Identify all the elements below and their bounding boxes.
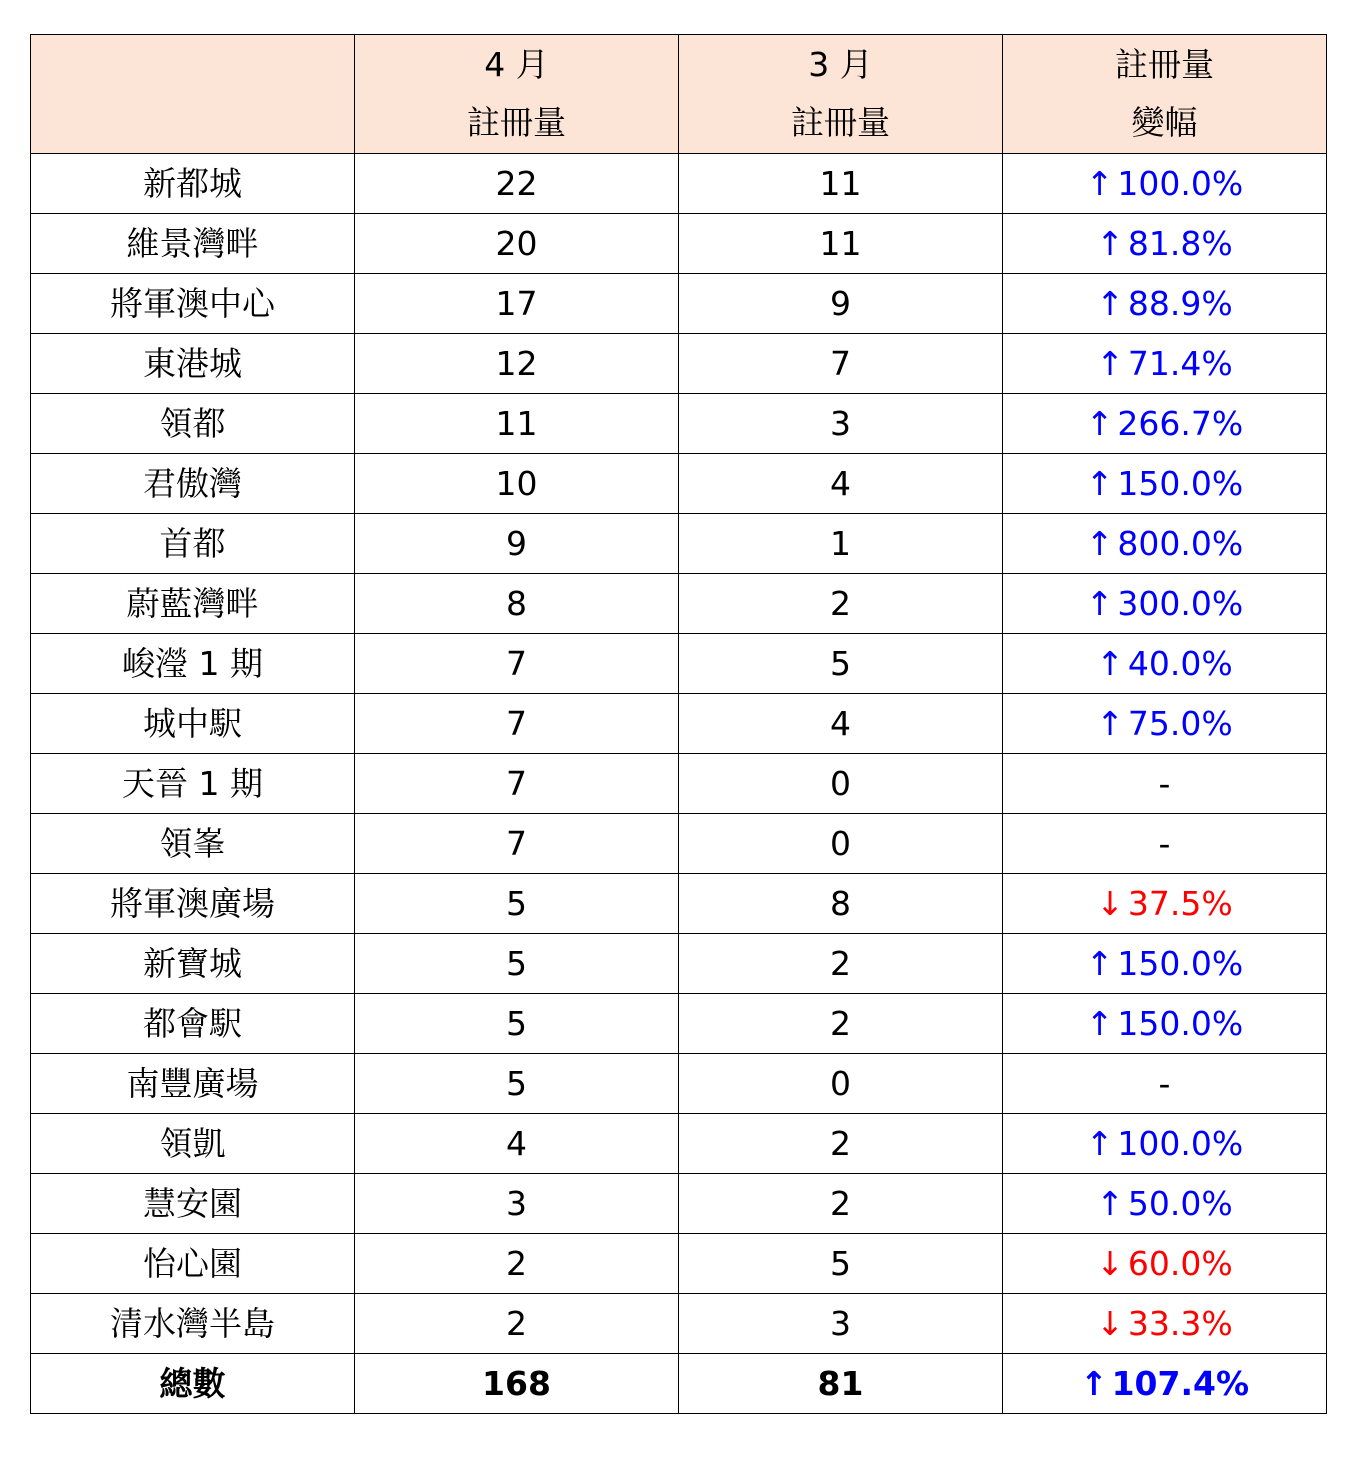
estate-name-cell: 蔚藍灣畔 (31, 574, 355, 634)
march-count-cell: 3 (679, 394, 1003, 454)
change-value: 81.8% (1127, 224, 1233, 263)
april-count-cell: 22 (355, 154, 679, 214)
table-row (31, 694, 1327, 754)
arrow-up-icon: ↑ (1085, 164, 1114, 203)
estate-name-cell: 將軍澳中心 (31, 274, 355, 334)
change-cell (1003, 754, 1327, 814)
table-row (31, 214, 1327, 274)
table-body (31, 154, 1327, 1414)
estate-name-cell: 領凱 (31, 1114, 355, 1174)
header-change-line2: 變幅 (1131, 103, 1198, 142)
change-value: 100.0% (1117, 164, 1244, 203)
march-count-cell: 3 (679, 1294, 1003, 1354)
march-count-cell: 2 (679, 574, 1003, 634)
change-cell (1003, 1354, 1327, 1414)
change-value: 150.0% (1117, 464, 1244, 503)
arrow-up-icon: ↑ (1085, 944, 1114, 983)
change-cell (1003, 214, 1327, 274)
estate-name-cell: 南豐廣場 (31, 1054, 355, 1114)
change-cell (1003, 154, 1327, 214)
table-row (31, 934, 1327, 994)
header-march-month: 3 月 (808, 45, 873, 84)
april-count-cell: 5 (355, 1054, 679, 1114)
arrow-up-icon: ↑ (1096, 1184, 1124, 1223)
table-row (31, 874, 1327, 934)
april-count-cell: 11 (355, 394, 679, 454)
table-row (31, 754, 1327, 814)
april-count-cell: 10 (355, 454, 679, 514)
arrow-up-icon: ↑ (1096, 344, 1124, 383)
april-count-cell: 168 (355, 1354, 679, 1414)
arrow-down-icon: ↓ (1096, 1304, 1124, 1343)
table-row (31, 1174, 1327, 1234)
march-count-cell: 2 (679, 994, 1003, 1054)
estate-name-cell: 怡心園 (31, 1234, 355, 1294)
estate-name-cell: 首都 (31, 514, 355, 574)
change-value: 71.4% (1127, 344, 1233, 383)
change-cell (1003, 634, 1327, 694)
estate-name-cell: 領都 (31, 394, 355, 454)
table-row (31, 1114, 1327, 1174)
estate-name-cell: 將軍澳廣場 (31, 874, 355, 934)
change-value: 100.0% (1117, 1124, 1244, 1163)
registration-table (30, 34, 1327, 1414)
april-count-cell: 8 (355, 574, 679, 634)
table-row (31, 574, 1327, 634)
estate-name-cell: 領峯 (31, 814, 355, 874)
header-row (31, 35, 1327, 154)
april-count-cell: 5 (355, 994, 679, 1054)
table-row (31, 274, 1327, 334)
estate-name-cell: 新寶城 (31, 934, 355, 994)
table-row (31, 634, 1327, 694)
march-count-cell: 1 (679, 514, 1003, 574)
april-count-cell: 2 (355, 1234, 679, 1294)
estate-name-cell: 總數 (31, 1354, 355, 1414)
april-count-cell: 12 (355, 334, 679, 394)
arrow-down-icon: ↓ (1096, 884, 1124, 923)
header-change (1003, 35, 1327, 154)
change-value: - (1158, 824, 1171, 863)
table-row (31, 394, 1327, 454)
arrow-up-icon: ↑ (1085, 1004, 1114, 1043)
march-count-cell: 0 (679, 814, 1003, 874)
march-count-cell: 81 (679, 1354, 1003, 1414)
change-cell (1003, 514, 1327, 574)
arrow-up-icon: ↑ (1079, 1364, 1108, 1403)
change-value: 150.0% (1117, 944, 1244, 983)
change-cell (1003, 274, 1327, 334)
april-count-cell: 20 (355, 214, 679, 274)
change-value: 150.0% (1117, 1004, 1244, 1043)
april-count-cell: 2 (355, 1294, 679, 1354)
table-row (31, 1294, 1327, 1354)
arrow-up-icon: ↑ (1096, 704, 1124, 743)
estate-name-cell: 清水灣半島 (31, 1294, 355, 1354)
april-count-cell: 5 (355, 874, 679, 934)
header-change-line1: 註冊量 (1115, 45, 1214, 84)
arrow-up-icon: ↑ (1096, 224, 1124, 263)
change-cell (1003, 394, 1327, 454)
april-count-cell: 3 (355, 1174, 679, 1234)
march-count-cell: 9 (679, 274, 1003, 334)
arrow-down-icon: ↓ (1096, 1244, 1124, 1283)
april-count-cell: 9 (355, 514, 679, 574)
total-row (31, 1354, 1327, 1414)
change-cell (1003, 1174, 1327, 1234)
change-value: 266.7% (1117, 404, 1244, 443)
change-cell (1003, 574, 1327, 634)
change-cell (1003, 994, 1327, 1054)
header-april-label: 註冊量 (467, 103, 566, 142)
registration-table-container (30, 34, 1327, 1414)
march-count-cell: 8 (679, 874, 1003, 934)
march-count-cell: 4 (679, 454, 1003, 514)
table-header (31, 35, 1327, 154)
change-value: 107.4% (1111, 1364, 1250, 1403)
table-row (31, 514, 1327, 574)
arrow-up-icon: ↑ (1096, 284, 1124, 323)
change-value: 40.0% (1127, 644, 1233, 683)
march-count-cell: 2 (679, 934, 1003, 994)
change-value: 88.9% (1127, 284, 1233, 323)
march-count-cell: 11 (679, 214, 1003, 274)
change-value: 60.0% (1127, 1244, 1233, 1283)
header-april (355, 35, 679, 154)
arrow-up-icon: ↑ (1085, 464, 1114, 503)
march-count-cell: 2 (679, 1174, 1003, 1234)
header-march (679, 35, 1003, 154)
estate-name-cell: 峻瀅 1 期 (31, 634, 355, 694)
april-count-cell: 7 (355, 754, 679, 814)
table-row (31, 154, 1327, 214)
change-value: - (1158, 764, 1171, 803)
change-cell (1003, 454, 1327, 514)
change-value: 800.0% (1117, 524, 1244, 563)
table-row (31, 994, 1327, 1054)
arrow-up-icon: ↑ (1096, 644, 1124, 683)
estate-name-cell: 都會駅 (31, 994, 355, 1054)
estate-name-cell: 慧安園 (31, 1174, 355, 1234)
april-count-cell: 17 (355, 274, 679, 334)
change-cell (1003, 934, 1327, 994)
april-count-cell: 4 (355, 1114, 679, 1174)
change-value: - (1158, 1064, 1171, 1103)
change-cell (1003, 1294, 1327, 1354)
estate-name-cell: 維景灣畔 (31, 214, 355, 274)
arrow-up-icon: ↑ (1085, 1124, 1114, 1163)
arrow-up-icon: ↑ (1085, 404, 1114, 443)
arrow-up-icon: ↑ (1085, 524, 1114, 563)
april-count-cell: 5 (355, 934, 679, 994)
march-count-cell: 2 (679, 1114, 1003, 1174)
header-april-month: 4 月 (484, 45, 549, 84)
estate-name-cell: 城中駅 (31, 694, 355, 754)
estate-name-cell: 新都城 (31, 154, 355, 214)
change-value: 75.0% (1127, 704, 1233, 743)
table-row (31, 1054, 1327, 1114)
table-row (31, 814, 1327, 874)
change-value: 37.5% (1127, 884, 1233, 923)
change-cell (1003, 1054, 1327, 1114)
arrow-up-icon: ↑ (1085, 584, 1114, 623)
table-row (31, 334, 1327, 394)
change-cell (1003, 694, 1327, 754)
march-count-cell: 5 (679, 1234, 1003, 1294)
change-value: 50.0% (1127, 1184, 1233, 1223)
change-value: 33.3% (1127, 1304, 1233, 1343)
change-cell (1003, 334, 1327, 394)
header-march-label: 註冊量 (791, 103, 890, 142)
table-row (31, 1234, 1327, 1294)
march-count-cell: 4 (679, 694, 1003, 754)
change-cell (1003, 814, 1327, 874)
april-count-cell: 7 (355, 694, 679, 754)
estate-name-cell: 天晉 1 期 (31, 754, 355, 814)
march-count-cell: 7 (679, 334, 1003, 394)
change-value: 300.0% (1117, 584, 1244, 623)
march-count-cell: 11 (679, 154, 1003, 214)
table-row (31, 454, 1327, 514)
march-count-cell: 5 (679, 634, 1003, 694)
april-count-cell: 7 (355, 634, 679, 694)
change-cell (1003, 874, 1327, 934)
march-count-cell: 0 (679, 754, 1003, 814)
header-estate (31, 35, 355, 154)
change-cell (1003, 1234, 1327, 1294)
april-count-cell: 7 (355, 814, 679, 874)
estate-name-cell: 君傲灣 (31, 454, 355, 514)
estate-name-cell: 東港城 (31, 334, 355, 394)
change-cell (1003, 1114, 1327, 1174)
march-count-cell: 0 (679, 1054, 1003, 1114)
